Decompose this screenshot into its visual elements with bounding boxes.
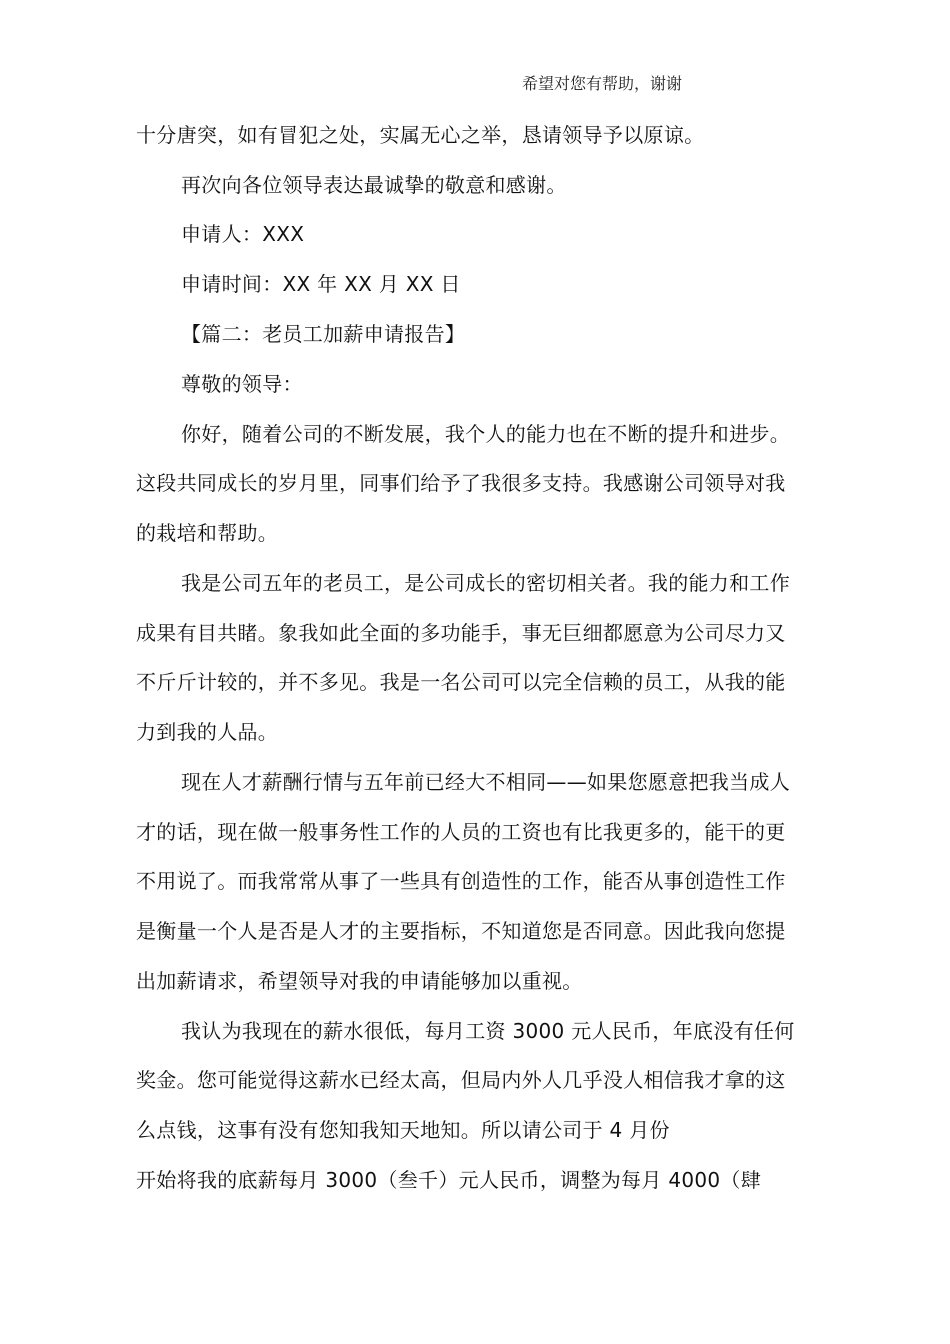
paragraph-1-line-3: 的栽培和帮助。 (136, 521, 279, 545)
paragraph-4-line-4: 开始将我的底薪每月 3000（叁千）元人民币，调整为每月 4000（肆 (136, 1168, 762, 1192)
paragraph-3-line-3: 不用说了。而我常常从事了一些具有创造性的工作，能否从事创造性工作 (136, 869, 786, 893)
paragraph-3-line-2: 才的话，现在做一般事务性工作的人员的工资也有比我更多的，能干的更 (136, 820, 786, 844)
paragraph-4-line-1: 我认为我现在的薪水很低，每月工资 3000 元人民币，年底没有任何 (181, 1019, 795, 1043)
paragraph-2-line-4: 力到我的人品。 (136, 720, 279, 744)
text-line-closing-apology: 十分唐突，如有冒犯之处，实属无心之举，恳请领导予以原谅。 (136, 123, 705, 147)
applicant-line: 申请人：XXX (181, 222, 305, 246)
section-heading: 【篇二：老员工加薪申请报告】 (181, 322, 466, 346)
header-note: 希望对您有帮助，谢谢 (522, 74, 683, 93)
paragraph-4-line-2: 奖金。您可能觉得这薪水已经太高，但局内外人几乎没人相信我才拿的这 (136, 1068, 786, 1092)
paragraph-2-line-3: 不斤斤计较的，并不多见。我是一名公司可以完全信赖的员工，从我的能 (136, 670, 786, 694)
paragraph-3-line-1: 现在人才薪酬行情与五年前已经大不相同——如果您愿意把我当成人 (181, 770, 790, 794)
paragraph-1-line-2: 这段共同成长的岁月里，同事们给予了我很多支持。我感谢公司领导对我 (136, 471, 786, 495)
text-line-thanks: 再次向各位领导表达最诚挚的敬意和感谢。 (181, 173, 567, 197)
paragraph-1-line-1: 你好，随着公司的不断发展，我个人的能力也在不断的提升和进步。 (181, 422, 790, 446)
salutation: 尊敬的领导： (181, 372, 303, 396)
paragraph-2-line-1: 我是公司五年的老员工，是公司成长的密切相关者。我的能力和工作 (181, 571, 790, 595)
application-date-line: 申请时间：XX 年 XX 月 XX 日 (181, 272, 461, 296)
paragraph-2-line-2: 成果有目共睹。象我如此全面的多功能手，事无巨细都愿意为公司尽力又 (136, 621, 786, 645)
paragraph-4-line-3: 么点钱，这事有没有您知我知天地知。所以请公司于 4 月份 (136, 1118, 670, 1142)
paragraph-3-line-4: 是衡量一个人是否是人才的主要指标，不知道您是否同意。因此我向您提 (136, 919, 786, 943)
paragraph-3-line-5: 出加薪请求，希望领导对我的申请能够加以重视。 (136, 969, 583, 993)
